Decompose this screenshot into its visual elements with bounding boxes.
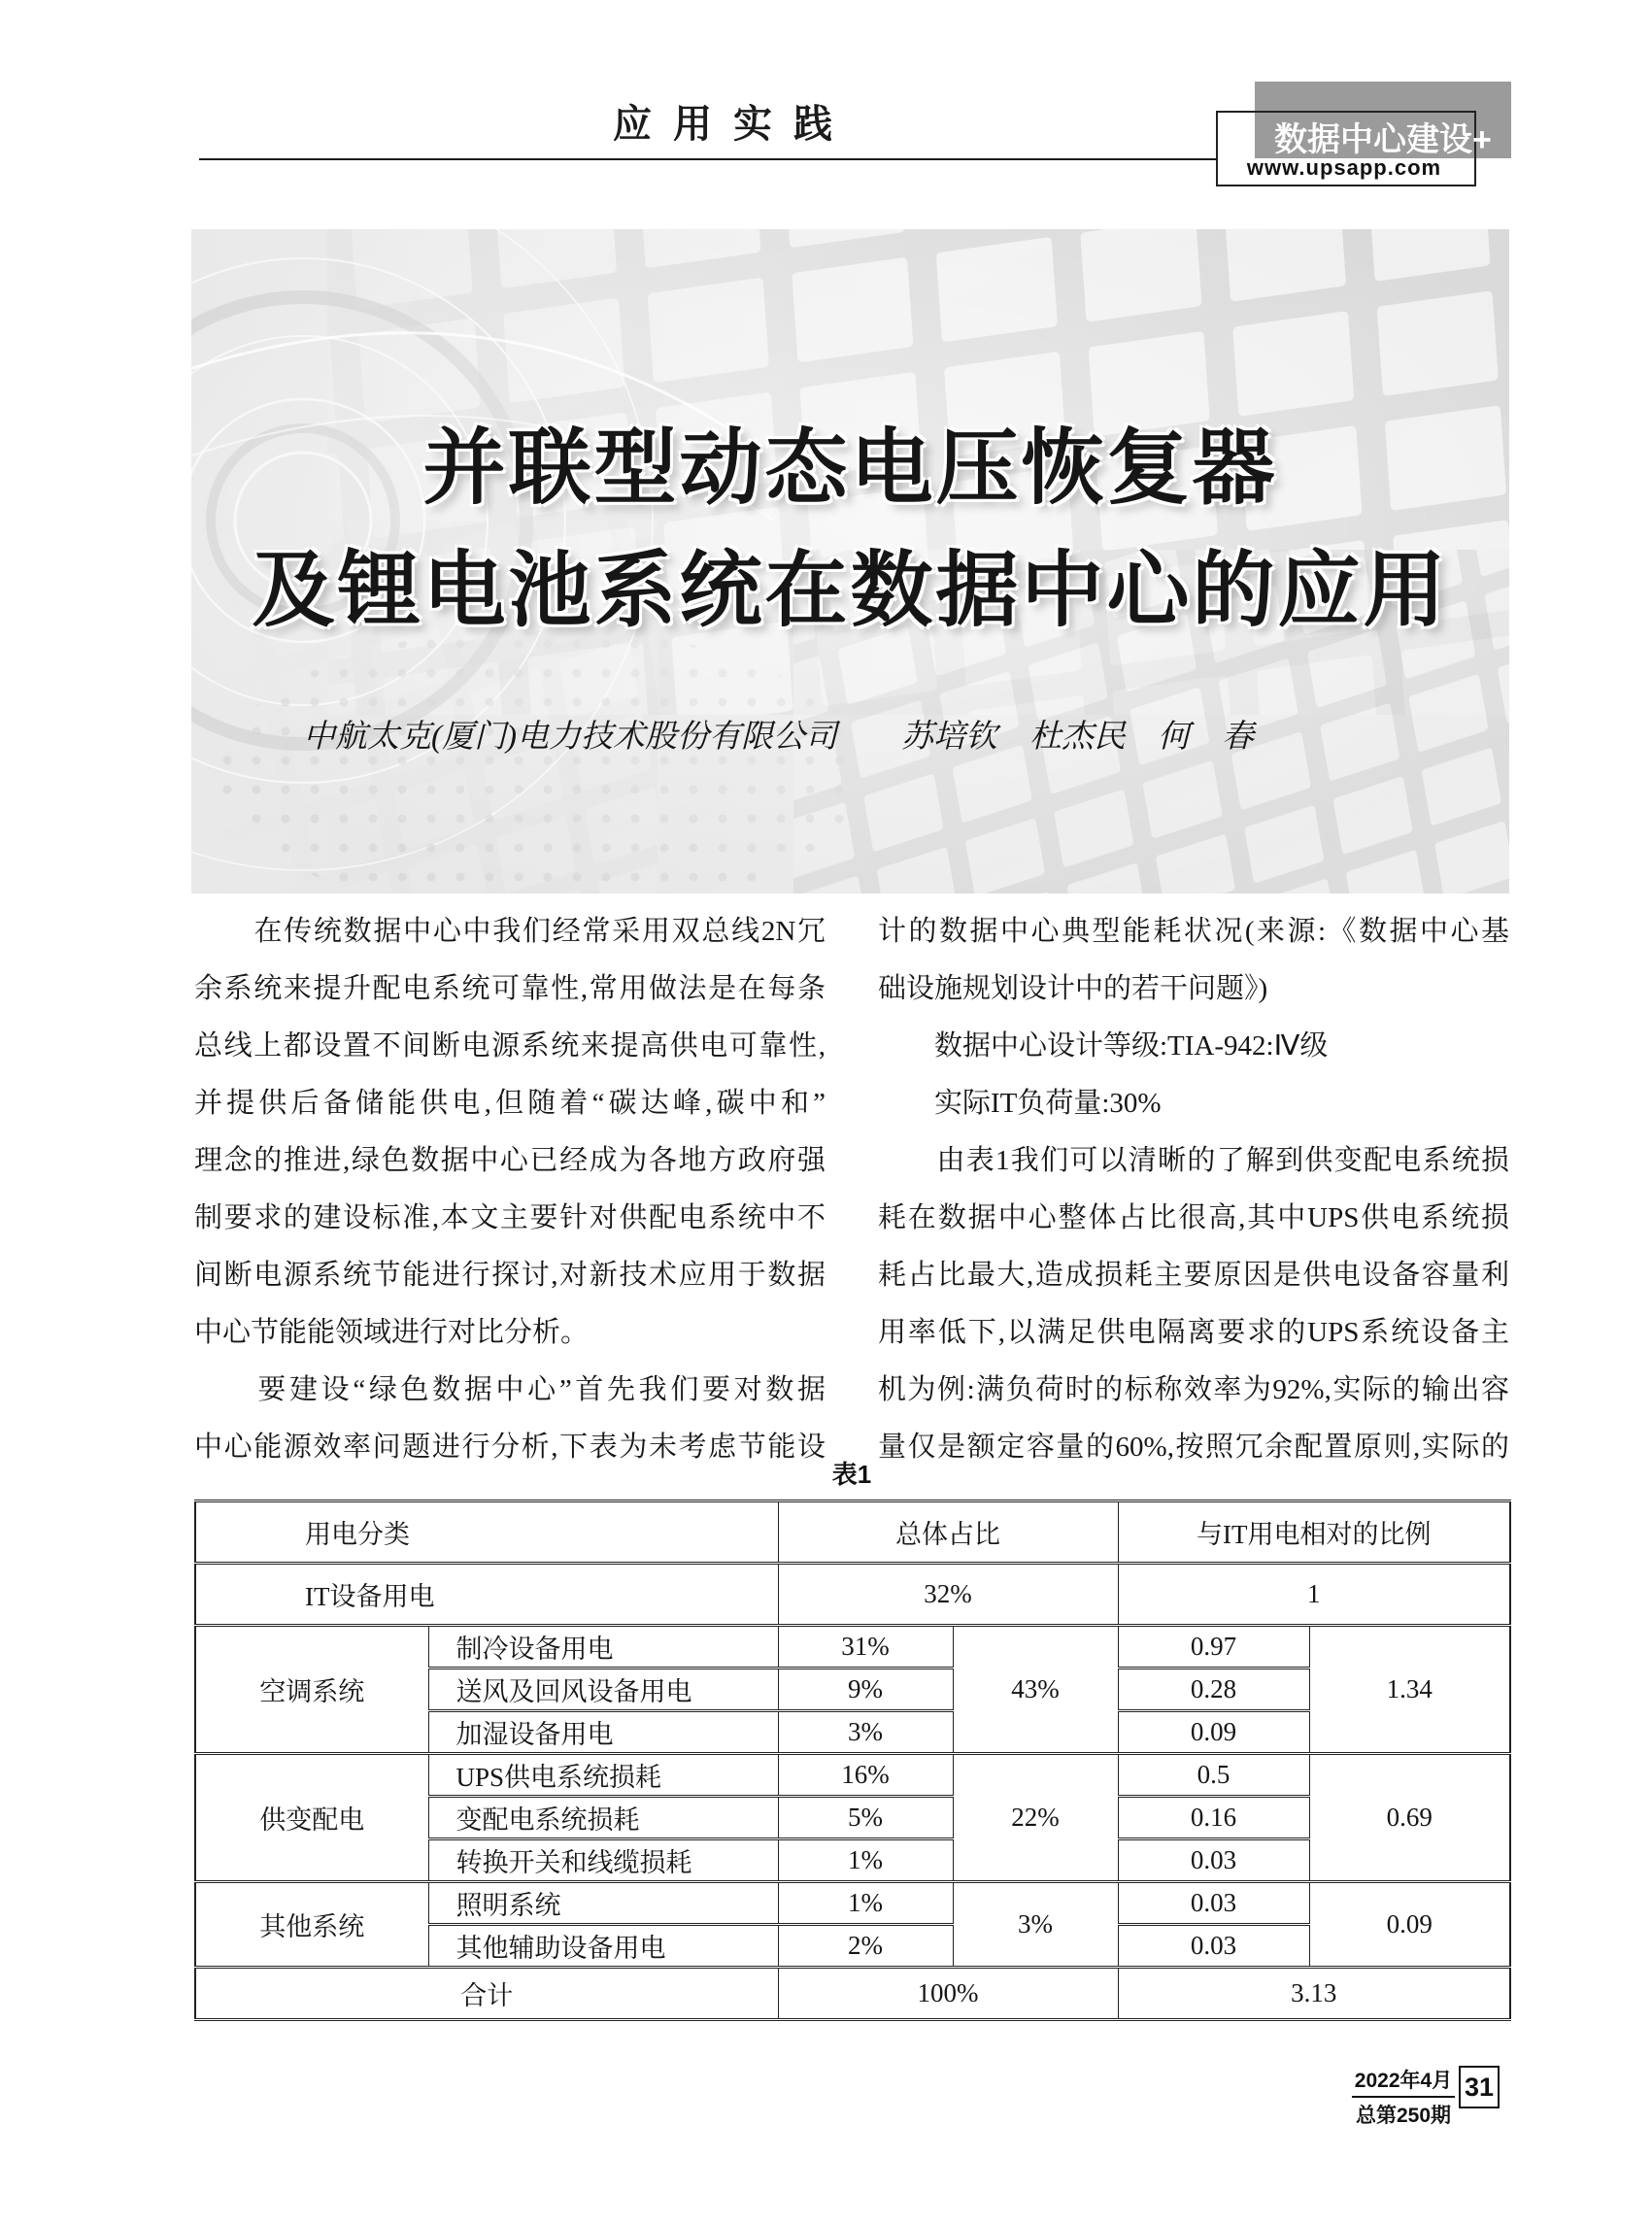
- cell-item-ratio: 0.03: [1118, 1925, 1309, 1968]
- header-cell-it-ratio: 与IT用电相对的比例: [1118, 1501, 1510, 1564]
- body-line: 并提供后备储能供电,但随着“碳达峰,碳中和”: [194, 1088, 826, 1119]
- body-line: 理念的推进,绿色数据中心已经成为各地方政府强: [194, 1145, 826, 1176]
- body-line: 计的数据中心典型能耗状况(来源:《数据中心基: [878, 916, 1509, 947]
- badge-title: 数据中心建设+: [1274, 121, 1492, 158]
- cell-group-name: 空调系统: [195, 1626, 428, 1754]
- table-caption: 表1: [831, 1460, 872, 1489]
- cell-item-ratio: 0.5: [1118, 1754, 1309, 1797]
- body-line: 实际IT负荷量:30%: [878, 1088, 1162, 1119]
- cell-item-share: 2%: [778, 1925, 953, 1968]
- cell-item-ratio: 0.03: [1118, 1882, 1309, 1925]
- cell-item-share: 1%: [778, 1882, 953, 1925]
- table-row-it: [195, 1564, 1510, 1626]
- cell-item-name: IT设备用电: [195, 1564, 778, 1626]
- table-header-row: [195, 1501, 1510, 1564]
- cell-item-name: 转换开关和线缆损耗: [428, 1839, 778, 1882]
- cell-group-ratio: 0.69: [1309, 1754, 1510, 1882]
- table-row: [195, 1882, 1510, 1925]
- body-column-right: [878, 903, 1509, 1476]
- cell-total-label: 合计: [195, 1968, 778, 2020]
- cell-item-ratio: 0.09: [1118, 1711, 1309, 1754]
- body-line: 总线上都设置不间断电源系统来提高供电可靠性,: [194, 1030, 826, 1062]
- cell-item-share: 3%: [778, 1711, 953, 1754]
- article-title-line2: 及锂电池系统在数据中心的应用: [252, 545, 1449, 637]
- cell-item-ratio: 0.03: [1118, 1839, 1309, 1882]
- body-line: 余系统来提升配电系统可靠性,常用做法是在每条: [194, 973, 826, 1004]
- cell-item-ratio: 0.28: [1118, 1669, 1309, 1711]
- cell-group-name: 供变配电: [195, 1754, 428, 1882]
- cell-item-share: 5%: [778, 1797, 953, 1839]
- table-row: [195, 1626, 1510, 1669]
- body-line: 中心能源效率问题进行分析,下表为未考虑节能设: [194, 1432, 826, 1463]
- body-line: 耗占比最大,造成损耗主要原因是供电设备容量利: [878, 1260, 1509, 1291]
- footer-issue-block: [1352, 2065, 1455, 2129]
- body-line: 础设施规划设计中的若干问题》): [878, 973, 1268, 1004]
- energy-table: [194, 1500, 1511, 2021]
- header-cell-overall-share: 总体占比: [778, 1501, 1118, 1564]
- cell-item-share: 16%: [778, 1754, 953, 1797]
- body-line: 间断电源系统节能进行探讨,对新技术应用于数据: [194, 1260, 826, 1291]
- body-line: 制要求的建设标准,本文主要针对供配电系统中不: [194, 1202, 826, 1233]
- cell-group-share: 22%: [953, 1754, 1118, 1882]
- cell-item-name: 其他辅助设备用电: [428, 1925, 778, 1968]
- article-title-line1: 并联型动态电压恢复器: [422, 422, 1278, 515]
- cell-item-ratio: 0.97: [1118, 1626, 1309, 1669]
- article-byline: 中航太克(厦门)电力技术股份有限公司 苏培钦 杜杰民 何 春: [303, 720, 1254, 755]
- cell-group-share: 3%: [953, 1882, 1118, 1968]
- footer-page-number: 31: [1459, 2066, 1500, 2108]
- body-line: 耗在数据中心整体占比很高,其中UPS供电系统损: [878, 1202, 1509, 1233]
- body-line: 数据中心设计等级:TIA-942:Ⅳ级: [878, 1030, 1329, 1062]
- body-line: 在传统数据中心中我们经常采用双总线2N冗: [194, 916, 826, 947]
- body-line: 用率低下,以满足供电隔离要求的UPS系统设备主: [878, 1317, 1509, 1348]
- table-row: [195, 1754, 1510, 1797]
- cell-item-name: 制冷设备用电: [428, 1626, 778, 1669]
- cell-total-share: 100%: [778, 1968, 1118, 2020]
- cell-group-ratio: 1.34: [1309, 1626, 1510, 1754]
- header-cell-category: 用电分类: [195, 1501, 778, 1564]
- body-line: 中心节能能领域进行对比分析。: [194, 1317, 590, 1348]
- cell-item-name: 变配电系统损耗: [428, 1797, 778, 1839]
- cell-item-name: UPS供电系统损耗: [428, 1754, 778, 1797]
- cell-item-share: 31%: [778, 1626, 953, 1669]
- footer-issue: 总第250期: [1355, 2105, 1452, 2127]
- cell-group-ratio: 0.09: [1309, 1882, 1510, 1968]
- body-column-left: [194, 903, 826, 1476]
- cell-total-ratio: 3.13: [1118, 1968, 1510, 2020]
- cell-item-name: 照明系统: [428, 1882, 778, 1925]
- body-line: 量仅是额定容量的60%,按照冗余配置原则,实际的: [878, 1432, 1509, 1463]
- header-rule: [199, 158, 1217, 160]
- section-title: 应用实践: [613, 103, 854, 146]
- hero-banner: [191, 229, 1509, 893]
- table-total-row: [195, 1968, 1510, 2020]
- cell-item-ratio: 0.16: [1118, 1797, 1309, 1839]
- cell-item-share: 1%: [778, 1839, 953, 1882]
- footer-date: 2022年4月: [1352, 2065, 1455, 2098]
- cell-group-share: 43%: [953, 1626, 1118, 1754]
- cell-item-share: 32%: [778, 1564, 1118, 1626]
- cell-item-name: 加湿设备用电: [428, 1711, 778, 1754]
- cell-item-ratio: 1: [1118, 1564, 1510, 1626]
- body-line: 要建设“绿色数据中心”首先我们要对数据: [194, 1374, 826, 1405]
- cell-item-name: 送风及回风设备用电: [428, 1669, 778, 1711]
- badge-url: www.upsapp.com: [1246, 155, 1442, 180]
- cell-group-name: 其他系统: [195, 1882, 428, 1968]
- cell-item-share: 9%: [778, 1669, 953, 1711]
- body-line: 由表1我们可以清晰的了解到供变配电系统损: [878, 1145, 1509, 1176]
- body-line: 机为例:满负荷时的标称效率为92%,实际的输出容: [878, 1374, 1509, 1405]
